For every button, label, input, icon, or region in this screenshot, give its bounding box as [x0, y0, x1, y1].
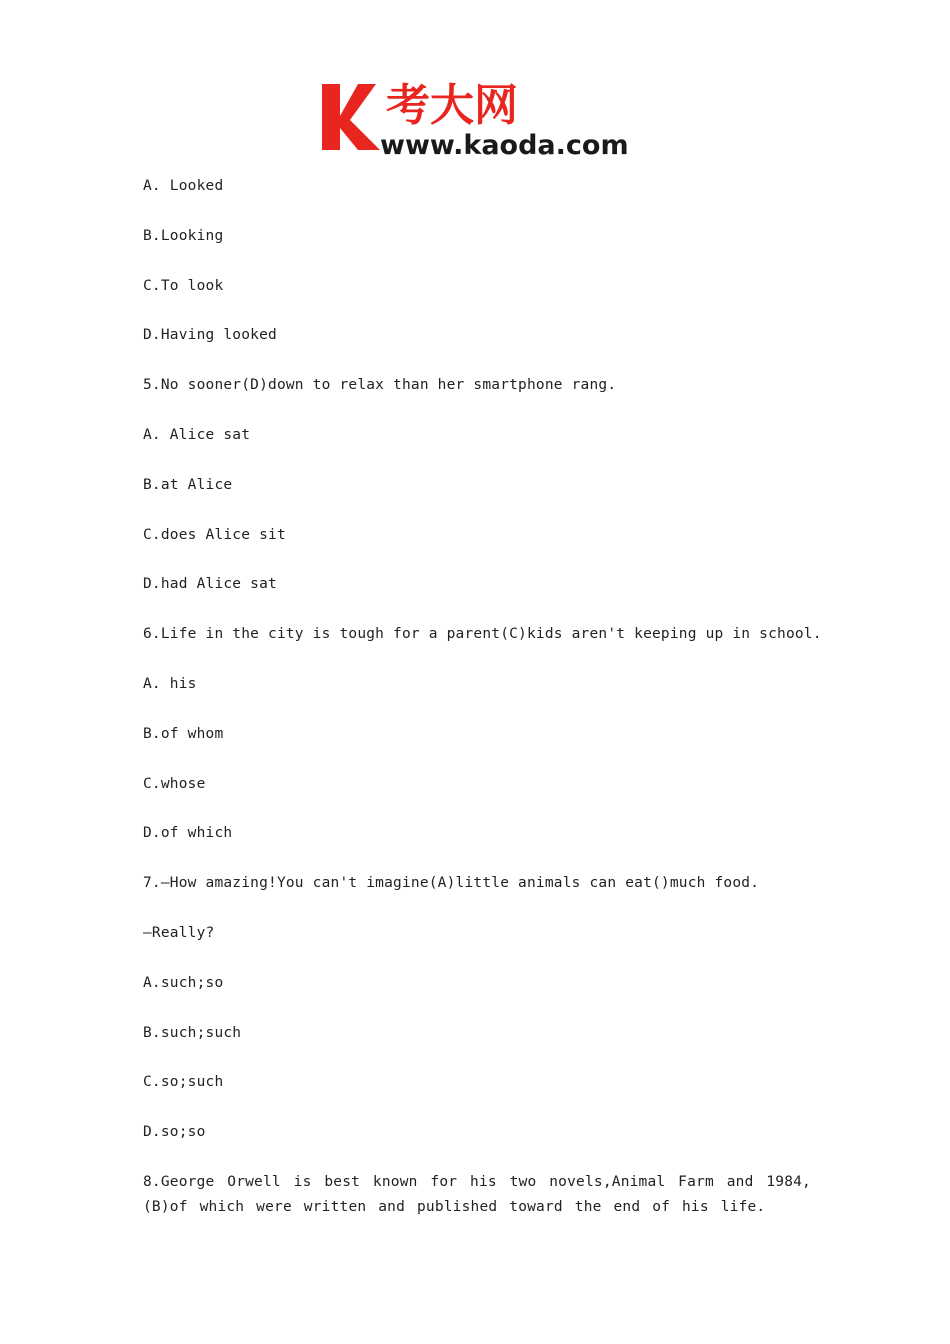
option-line: D.of which — [143, 825, 233, 842]
logo-url-text: www.kaoda.com — [380, 130, 629, 160]
option-line: A. his — [143, 675, 197, 692]
option-line: A. Looked — [143, 178, 224, 194]
option-line: D.Having looked — [143, 327, 277, 344]
question-line: 7.—How amazing!You can't imagine(A)little animals can eat()much food. — [143, 875, 760, 892]
logo-k-icon — [322, 84, 380, 150]
document-body — [143, 174, 822, 1220]
logo-chinese-text: 考大网 — [386, 80, 518, 131]
option-line: D.had Alice sat — [143, 576, 277, 593]
option-line: B.of whom — [143, 725, 224, 742]
option-line: D.so;so — [143, 1124, 206, 1141]
option-line: C.To look — [143, 277, 224, 294]
option-line: B.Looking — [143, 227, 224, 244]
option-line: B.such;such — [143, 1024, 242, 1041]
option-line: A.such;so — [143, 974, 224, 991]
dialogue-line: —Really? — [143, 924, 215, 941]
option-line: C.does Alice sit — [143, 526, 286, 543]
kaoda-logo[interactable] — [318, 76, 638, 160]
question-line: 6.Life in the city is tough for a parent(C)kids aren't keeping up in school. — [143, 626, 822, 643]
question-line: 5.No sooner(D)down to relax than her smartphone rang. — [143, 377, 617, 394]
option-line: A. Alice sat — [143, 426, 251, 443]
question-paragraph: 8.George Orwell is best known for his two novels,Animal Farm and 1984,(B)of which were written and published toward the end of his life. — [143, 1173, 811, 1215]
option-line: C.whose — [143, 775, 206, 792]
option-line: C.so;such — [143, 1074, 224, 1091]
option-line: B.at Alice — [143, 476, 233, 493]
kaoda-logo-graphic — [318, 76, 638, 160]
